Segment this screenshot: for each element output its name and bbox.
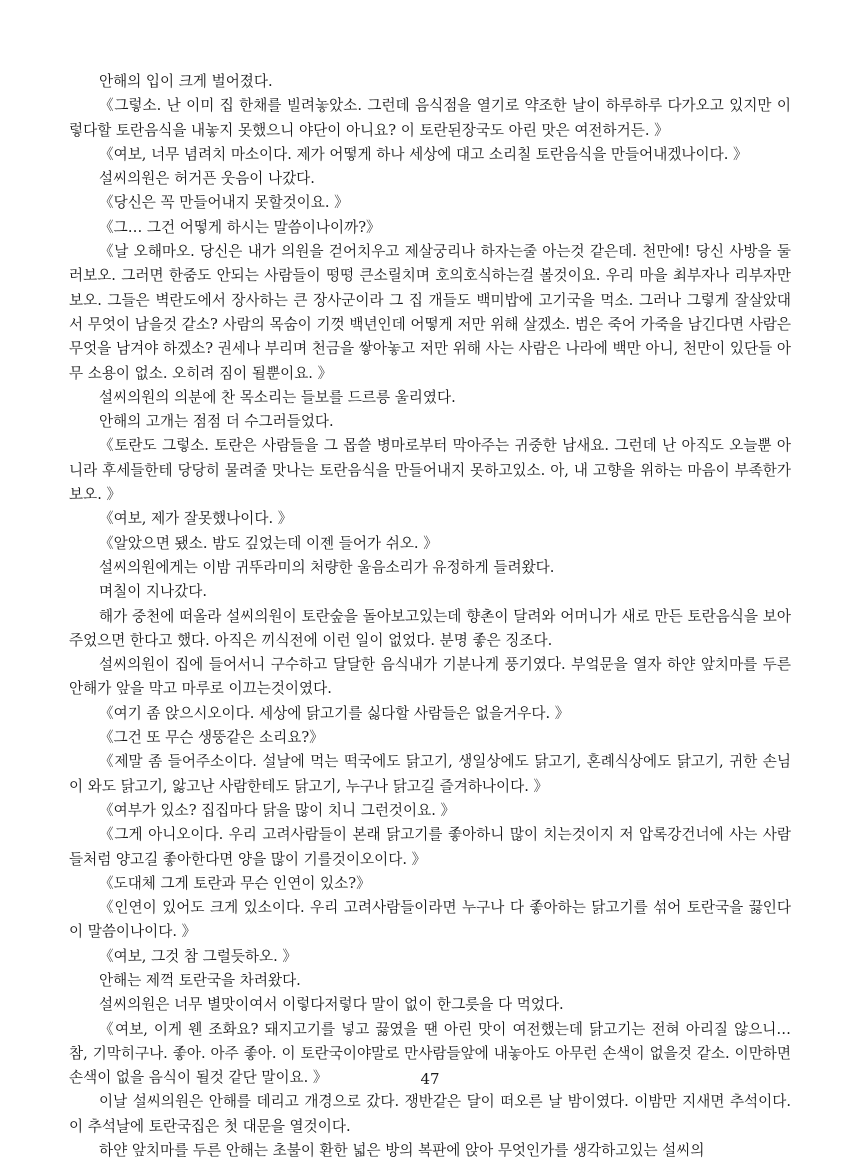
paragraph: 《그… 그건 어떻게 하시는 말씀이나이까?》 [99,218,381,236]
paragraph: 안해의 고개는 점점 더 수그러들었다. [99,413,334,431]
paragraph: 《그건 또 무슨 생뚱같은 소리요?》 [99,729,324,747]
paragraph: 하얀 앞치마를 두른 안해는 초불이 환한 넓은 방의 복판에 앉아 무엇인가를 생각하고있는 설씨의 [99,1142,705,1160]
paragraph: 안해의 입이 크게 벌어졌다. [99,73,273,90]
paragraph: 《여보, 너무 념려치 마소이다. 제가 어떻게 하나 세상에 대고 소리칠 토란음식을 만들어내겠나이다. 》 [99,145,748,163]
paragraph: 이날 설씨의원은 안해를 데리고 개경으로 갔다. 쟁반같은 달이 떠오른 날 밤이였다. 이밤만 지새면 추석이다. 이 추석날에 토란국집은 첫 대문을 열것이다. [69,1093,791,1135]
paragraph: 《알았으면 됐소. 밤도 깊었는데 이젠 들어가 쉬오. 》 [99,534,438,552]
paragraph: 설씨의원이 집에 들어서니 구수하고 달달한 음식내가 기분나게 풍기였다. 부엌문을 열자 하얀 앞치마를 두른 안해가 앞을 막고 마루로 이끄는것이였다. [69,656,791,698]
paragraph: 설씨의원은 너무 별맛이여서 이렇다저렇다 말이 없이 한그릇을 다 먹었다. [99,996,564,1014]
paragraph: 《여부가 있소? 집집마다 닭을 많이 치니 그런것이요. 》 [99,801,456,819]
paragraph: 《도대체 그게 토란과 무슨 인연이 있소?》 [99,874,371,892]
paragraph: 《당신은 꼭 만들어내지 못할것이요. 》 [99,194,349,212]
paragraph: 설씨의원은 허거픈 웃음이 나갔다. [99,170,315,188]
paragraph: 설씨의원의 의분에 찬 목소리는 들보를 드르릉 울리였다. [99,388,456,406]
paragraph: 설씨의원에게는 이밤 귀뚜라미의 처량한 울음소리가 유정하게 들려왔다. [99,558,555,576]
paragraph: 《제말 좀 들어주소이다. 설날에 먹는 떡국에도 닭고기, 생일상에도 닭고기, 혼례식상에도 닭고기, 귀한 손님이 와도 닭고기, 앓고난 사람한테도 닭고기, 누구나 닭고길 즐겨하나이다. 》 [69,753,791,795]
page-body [69,70,791,1163]
paragraph: 《그게 아니오이다. 우리 고려사람들이 본래 닭고기를 좋아하니 많이 치는것이지 저 압록강건너에 사는 사람들처럼 양고길 좋아한다면 양을 많이 기를것이오이다. 》 [69,826,791,868]
paragraph: 《토란도 그렇소. 토란은 사람들을 그 몹쓸 병마로부터 막아주는 귀중한 남새요. 그런데 난 아직도 오늘뿐 아니라 후세들한테 당당히 물려줄 맛나는 토란음식을 만들어내지 못하고있소. 아, 내 고향을 위하는 마음이 부족한가보오. 》 [69,437,791,504]
paragraph: 《여보, 그것 참 그럴듯하오. 》 [99,947,297,965]
paragraph: 《그렇소. 난 이미 집 한채를 빌려놓았소. 그런데 음식점을 열기로 약조한 날이 하루하루 다가오고 있지만 이렇다할 토란음식을 내놓지 못했으니 야단이 아니요? 이 토란된장국도 아린 맛은 여전하거든. 》 [69,97,791,139]
paragraph: 《여기 좀 앉으시오이다. 세상에 닭고기를 싫다할 사람들은 없을거우다. 》 [99,704,570,722]
paragraph: 《여보, 제가 잘못했나이다. 》 [99,510,293,528]
paragraph: 《인연이 있어도 크게 있소이다. 우리 고려사람들이라면 누구나 다 좋아하는 닭고기를 섞어 토란국을 끓인다 이 말씀이나이다. 》 [69,899,791,941]
paragraph: 해가 중천에 떠올라 설씨의원이 토란숲을 돌아보고있는데 향촌이 달려와 어머니가 새로 만든 토란음식을 보아주었으면 한다고 했다. 아직은 끼식전에 이런 일이 없었다. 분명 좋은 징조다. [69,607,791,649]
paragraph: 며칠이 지나갔다. [99,583,207,601]
paragraph: 《여보, 이게 웬 조화요? 돼지고기를 넣고 끓였을 땐 아린 맛이 여전했는데 닭고기는 전혀 아리질 않으니… 참, 기막히구나. 좋아. 아주 좋아. 이 토란국이야말로 만사람들앞에 내놓아도 아무런 손색이 없을것 같소. 이만하면 손색이 없을 음식이 될것 같단 말이요. 》 [69,1020,791,1087]
paragraph: 《날 오해마오. 당신은 내가 의원을 걷어치우고 제살궁리나 하자는줄 아는것 같은데. 천만에! 당신 사방을 둘러보오. 그러면 한줌도 안되는 사람들이 떵떵 큰소릴치며 호의호식하는걸 볼것이요. 우리 마을 최부자나 리부자만 보오. 그들은 벽란도에서 장사하는 큰 장사군이라 그 집 개들도 백미밥에 고기국을 먹소. 그러나 그렇게 잘살았대서 무엇이 남을것 같소? 사람의 목숨이 기껏 백년인데 어떻게 저만 위해 살겠소. 범은 죽어 가죽을 남긴다면 사람은 무엇을 남겨야 하겠소? 권세나 부리며 천금을 쌓아놓고 저만 위해 사는 사람은 나라에 백만 아니, 천만이 있단들 아무 소용이 없소. 오히려 짐이 될뿐이요. 》 [69,243,791,382]
page-number: 47 [420,1070,440,1088]
paragraph: 안해는 제꺽 토란국을 차려왔다. [99,971,301,989]
